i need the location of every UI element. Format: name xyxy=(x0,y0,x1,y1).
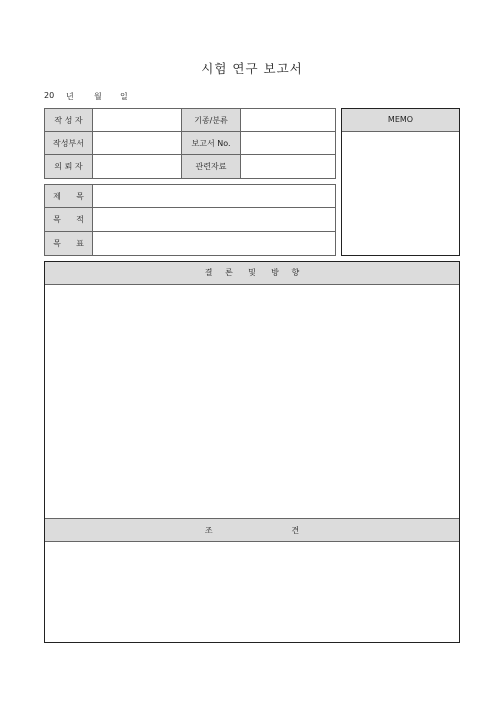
opinion-area[interactable] xyxy=(45,542,459,639)
report-no-field[interactable] xyxy=(241,132,336,155)
author-field[interactable] xyxy=(93,109,182,132)
requester-label: 의 뢰 자 xyxy=(45,155,93,179)
opinion-label: 조 견 xyxy=(45,518,459,542)
subject-table xyxy=(44,184,336,256)
date-line xyxy=(44,91,184,103)
date-month-unit: 월 xyxy=(94,92,102,101)
document-title: 시험 연구 보고서 xyxy=(201,61,303,76)
memo-box xyxy=(341,108,460,256)
related-field[interactable] xyxy=(241,155,336,179)
subject-title-field[interactable] xyxy=(93,185,336,208)
conclusion-label: 결 론 및 방 향 xyxy=(45,262,459,285)
report-no-label: 보고서 No. xyxy=(182,132,241,155)
info-table xyxy=(44,108,336,179)
goal-label: 목 표 xyxy=(45,232,93,256)
goal-field[interactable] xyxy=(93,232,336,256)
department-field[interactable] xyxy=(93,132,182,155)
memo-label: MEMO xyxy=(342,109,459,132)
date-year: 20 xyxy=(44,91,55,100)
conclusion-area[interactable] xyxy=(45,285,459,518)
requester-field[interactable] xyxy=(93,155,182,179)
related-label: 관련자료 xyxy=(182,155,241,179)
date-day-unit: 일 xyxy=(120,92,128,101)
date-year-unit: 년 xyxy=(66,92,74,101)
category-label: 기종/분류 xyxy=(182,109,241,132)
purpose-field[interactable] xyxy=(93,208,336,232)
department-label: 작성부서 xyxy=(45,132,93,155)
memo-area[interactable] xyxy=(342,132,459,253)
conclusion-box xyxy=(44,261,460,643)
purpose-label: 목 적 xyxy=(45,208,93,232)
category-field[interactable] xyxy=(241,109,336,132)
subject-title-label: 제 목 xyxy=(45,185,93,208)
author-label: 작 성 자 xyxy=(45,109,93,132)
